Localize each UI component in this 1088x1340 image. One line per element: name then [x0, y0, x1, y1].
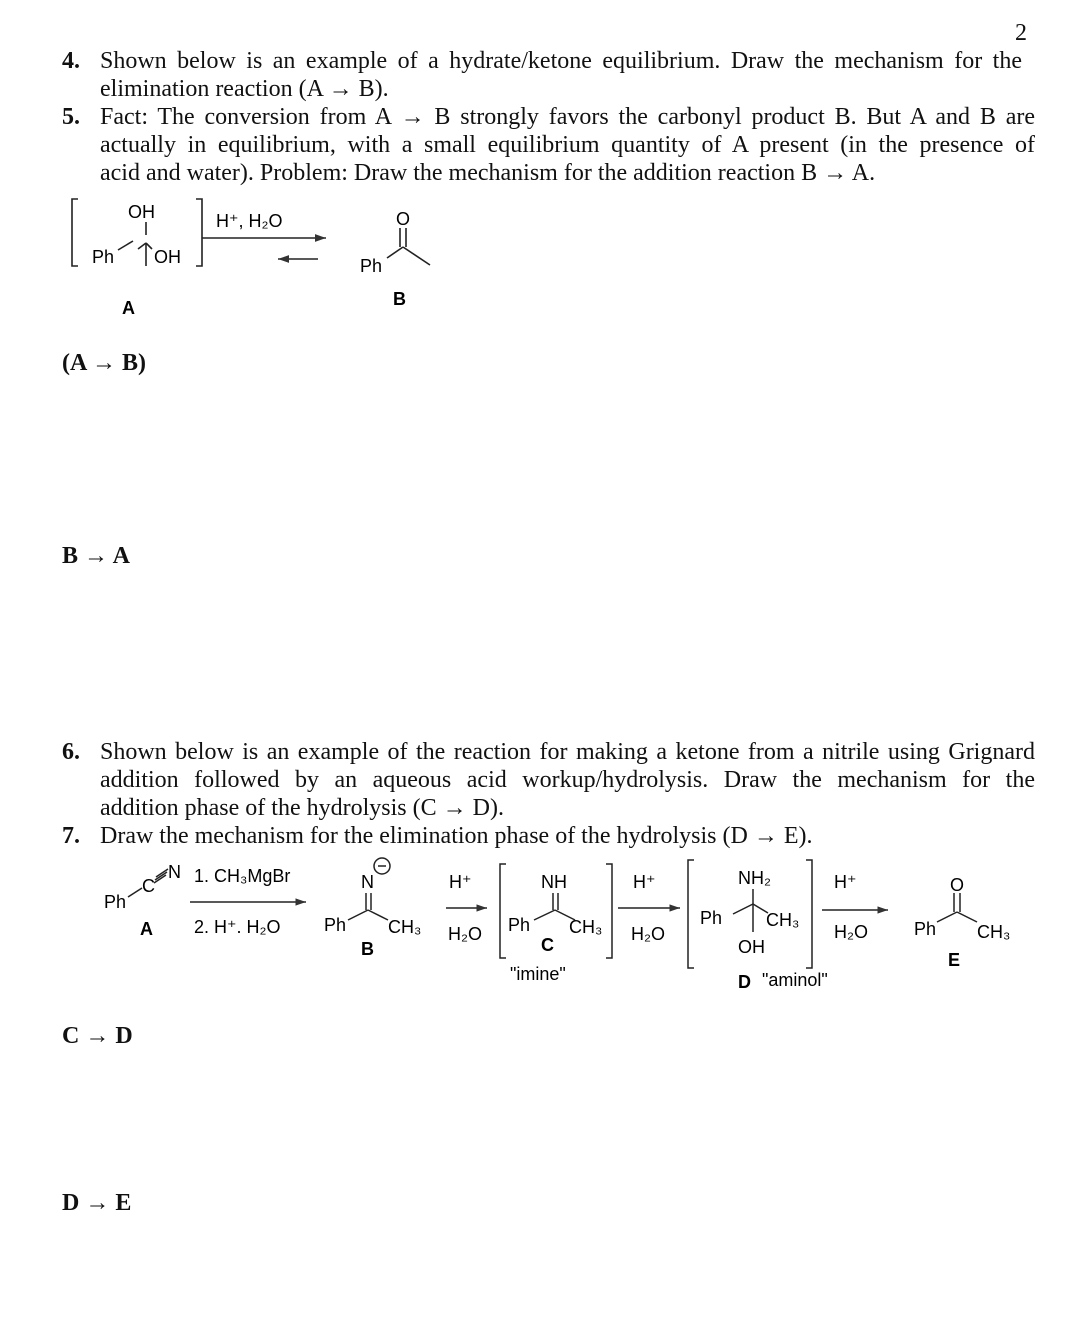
- anion-label-b: B: [361, 939, 374, 959]
- nitrile-c: C: [142, 876, 155, 896]
- right-bracket: [196, 199, 202, 266]
- imine-left-bracket: [500, 864, 506, 958]
- scheme1-reagent: H⁺, H₂O: [216, 211, 283, 231]
- anion-ph: Ph: [324, 915, 347, 935]
- page-number: 2: [1015, 20, 1027, 46]
- ketone-e-ph: Ph: [914, 919, 937, 939]
- left-bracket: [72, 199, 78, 266]
- aminol-left-bracket: [688, 860, 694, 968]
- aminol-caption: "aminol": [762, 970, 828, 990]
- aminol-label-d: D: [738, 972, 751, 992]
- hydrate-oh-right: OH: [154, 247, 181, 267]
- anion-ph-c: [348, 910, 368, 920]
- grignard-step-2: 2. H⁺. H₂O: [194, 917, 281, 937]
- grignard-step-1: 1. CH₃MgBr: [194, 866, 291, 886]
- ketone-bond-ph: [387, 247, 403, 258]
- ketone-label-e: E: [948, 950, 961, 970]
- question-7-line-1: Draw the mechanism for the elimination phase of the hydrolysis (D → E).: [100, 823, 813, 849]
- h-plus-2: H⁺: [633, 872, 656, 892]
- water-2: H₂O: [631, 924, 665, 944]
- work-label-a-to-b: (A → B): [62, 350, 146, 376]
- anion-c-ch3: [368, 910, 388, 920]
- bond-c-ch3: [138, 243, 146, 249]
- question-5-line-3: acid and water). Problem: Draw the mechanism for the addition reaction B → A.: [100, 160, 876, 186]
- ketone-e-ph-c: [937, 912, 957, 922]
- question-6-line-3: addition phase of the hydrolysis (C → D).: [100, 795, 504, 821]
- question-4-line-2: elimination reaction (A → B).: [100, 76, 389, 102]
- aminol-ph-c: [733, 904, 753, 914]
- hydrate-oh-top: OH: [128, 202, 155, 222]
- work-label-b-to-a: B → A: [62, 543, 131, 569]
- nitrile-ph: Ph: [104, 892, 127, 912]
- ketone-e-c-ch3: [957, 912, 977, 922]
- anion-ch3: CH₃: [388, 917, 422, 937]
- work-label-d-to-e: D → E: [62, 1190, 132, 1216]
- imine-caption: "imine": [510, 964, 566, 984]
- water-1: H₂O: [448, 924, 482, 944]
- question-5-number: 5.: [62, 104, 80, 130]
- imine-right-bracket: [606, 864, 612, 958]
- hydrate-ph: Ph: [92, 247, 115, 267]
- imine-label-c: C: [541, 935, 554, 955]
- nitrile-ph-c: [128, 888, 142, 897]
- anion-n: N: [361, 872, 374, 892]
- h-plus-3: H⁺: [834, 872, 857, 892]
- imine-ph: Ph: [508, 915, 531, 935]
- ketone-ph: Ph: [360, 256, 383, 276]
- aminol-right-bracket: [806, 860, 812, 968]
- question-5-line-1: Fact: The conversion from A → B strongly favors the carbonyl product B. But A and B are: [100, 104, 1035, 130]
- ketone-o: O: [396, 209, 411, 229]
- question-6-number: 6.: [62, 739, 80, 765]
- nitrile-label-a: A: [140, 919, 153, 939]
- water-3: H₂O: [834, 922, 868, 942]
- bond-c-oh-right: [146, 243, 152, 249]
- question-4-number: 4.: [62, 48, 80, 74]
- question-5-line-2: actually in equilibrium, with a small equilibrium quantity of A present (in the presence of: [100, 132, 1035, 158]
- aminol-ph: Ph: [700, 908, 723, 928]
- ketone-label-b: B: [393, 289, 406, 309]
- imine-ph-c: [534, 910, 555, 920]
- hydrate-label-a: A: [122, 298, 135, 318]
- ketone-e-o: O: [950, 875, 965, 895]
- question-6-line-1: Shown below is an example of the reaction for making a ketone from a nitrile using Grignard: [100, 739, 1035, 765]
- imine-nh: NH: [541, 872, 567, 892]
- imine-ch3: CH₃: [569, 917, 603, 937]
- aminol-nh2: NH₂: [738, 868, 771, 888]
- nitrile-n: N: [168, 862, 181, 882]
- aminol-ch3: CH₃: [766, 910, 800, 930]
- h-plus-1: H⁺: [449, 872, 472, 892]
- ketone-e-ch3: CH₃: [977, 922, 1011, 942]
- question-4-line-1: Shown below is an example of a hydrate/ketone equilibrium. Draw the mechanism for the: [100, 48, 1022, 74]
- question-6-line-2: addition followed by an aqueous acid workup/hydrolysis. Draw the mechanism for the: [100, 767, 1035, 793]
- ketone-bond-me: [403, 247, 430, 265]
- work-label-c-to-d: C → D: [62, 1023, 133, 1049]
- bond-ph-c: [118, 241, 133, 250]
- question-7-number: 7.: [62, 823, 80, 849]
- aminol-oh: OH: [738, 937, 765, 957]
